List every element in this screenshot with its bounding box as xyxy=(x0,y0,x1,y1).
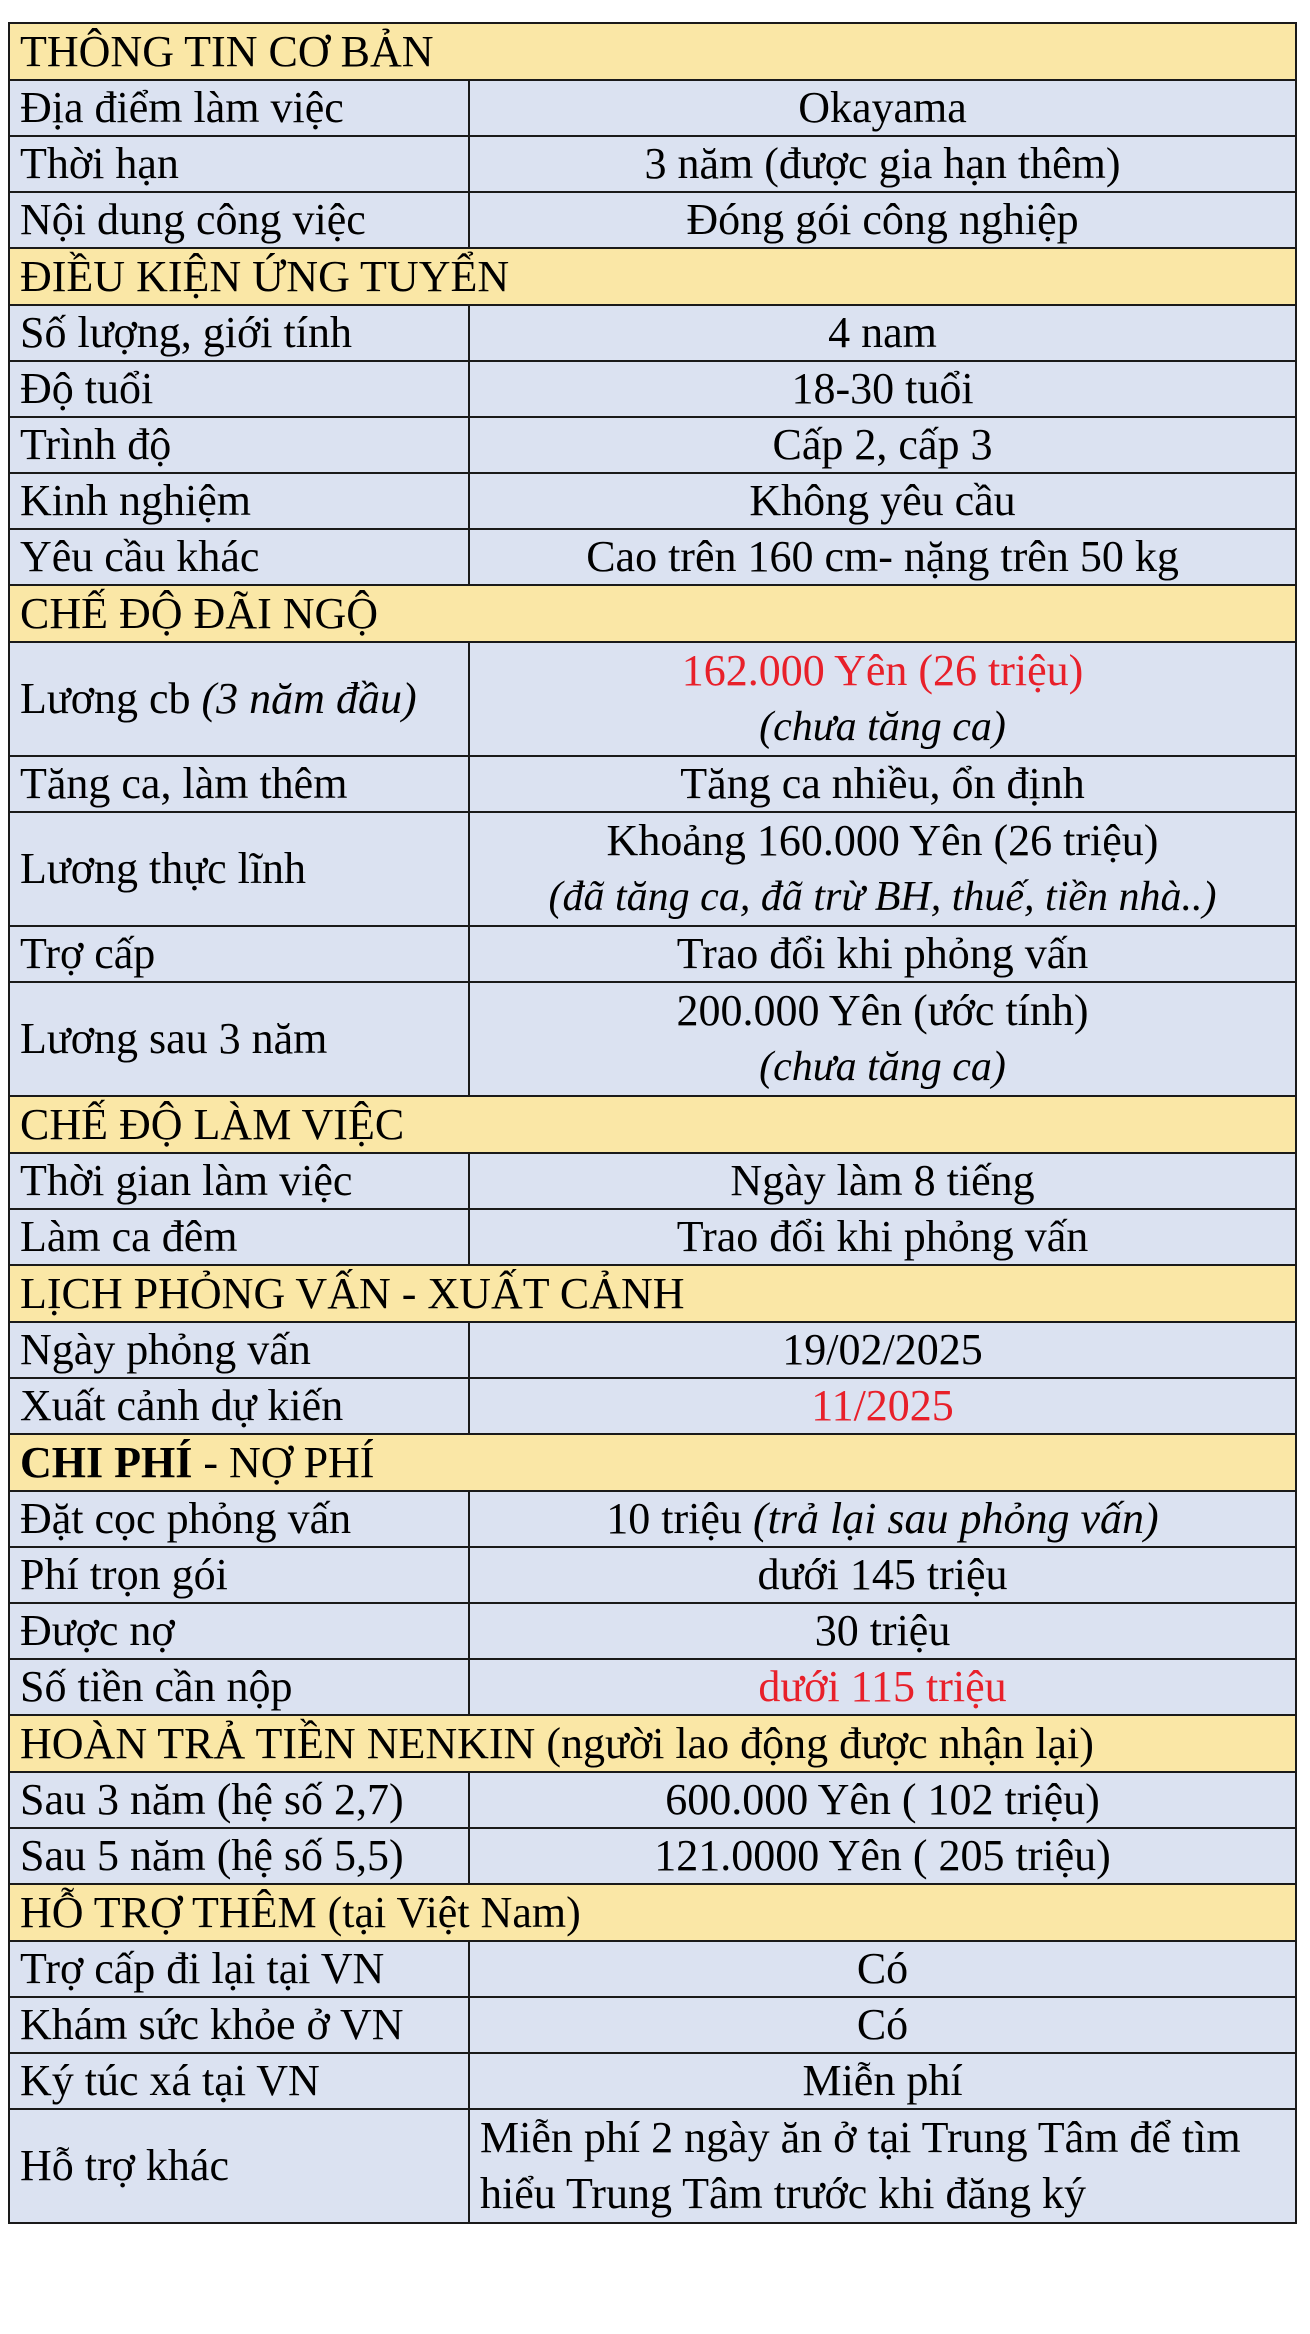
row-value: Cấp 2, cấp 3 xyxy=(469,417,1296,473)
section-basic-info xyxy=(9,23,1296,80)
row-value-note: (trả lại sau phỏng vấn) xyxy=(752,1494,1159,1543)
section-schedule xyxy=(9,1265,1296,1322)
row-value: 3 năm (được gia hạn thêm) xyxy=(469,136,1296,192)
row-label: Yêu cầu khác xyxy=(9,529,469,585)
row-label: Tăng ca, làm thêm xyxy=(9,756,469,812)
row-base-salary xyxy=(9,642,1296,756)
row-working-hours xyxy=(9,1153,1296,1209)
row-label: Phí trọn gói xyxy=(9,1547,469,1603)
base-salary-amount: 162.000 Yên (26 triệu) xyxy=(681,646,1084,695)
row-package-fee xyxy=(9,1547,1296,1603)
row-value: Okayama xyxy=(469,80,1296,136)
row-value: Miễn phí 2 ngày ăn ở tại Trung Tâm để tìm hiểu Trung Tâm trước khi đăng ký xyxy=(469,2109,1296,2223)
row-value-note: (đã tăng ca, đã trừ BH, thuế, tiền nhà..) xyxy=(548,874,1217,920)
row-label xyxy=(9,642,469,756)
row-label: Số lượng, giới tính xyxy=(9,305,469,361)
row-allowance xyxy=(9,926,1296,982)
row-label: Trình độ xyxy=(9,417,469,473)
row-label: Sau 5 năm (hệ số 5,5) xyxy=(9,1828,469,1884)
row-refund-3-years xyxy=(9,1772,1296,1828)
row-value: 121.0000 Yên ( 205 triệu) xyxy=(469,1828,1296,1884)
row-value: 19/02/2025 xyxy=(469,1322,1296,1378)
row-value: Trao đổi khi phỏng vấn xyxy=(469,1209,1296,1265)
row-label: Thời gian làm việc xyxy=(9,1153,469,1209)
section-working-conditions xyxy=(9,1096,1296,1153)
section-benefits xyxy=(9,585,1296,642)
section-title: HOÀN TRẢ TIỀN NENKIN (người lao động được nhận lại) xyxy=(9,1715,1296,1772)
row-value: dưới 145 triệu xyxy=(469,1547,1296,1603)
row-health-check xyxy=(9,1997,1296,2053)
row-value: Miễn phí xyxy=(469,2053,1296,2109)
row-label: Trợ cấp xyxy=(9,926,469,982)
row-value: dưới 115 triệu xyxy=(469,1659,1296,1715)
section-title: LỊCH PHỎNG VẤN - XUẤT CẢNH xyxy=(9,1265,1296,1322)
row-label: Độ tuổi xyxy=(9,361,469,417)
section-additional-support xyxy=(9,1884,1296,1941)
row-label: Số tiền cần nộp xyxy=(9,1659,469,1715)
row-value: 11/2025 xyxy=(469,1378,1296,1434)
section-title: CHẾ ĐỘ LÀM VIỆC xyxy=(9,1096,1296,1153)
row-label: Kinh nghiệm xyxy=(9,473,469,529)
row-value: 18-30 tuổi xyxy=(469,361,1296,417)
section-title: ĐIỀU KIỆN ỨNG TUYỂN xyxy=(9,248,1296,305)
section-title: HỖ TRỢ THÊM (tại Việt Nam) xyxy=(9,1884,1296,1941)
row-value: Trao đổi khi phỏng vấn xyxy=(469,926,1296,982)
row-label: Hỗ trợ khác xyxy=(9,2109,469,2223)
row-value: Không yêu cầu xyxy=(469,473,1296,529)
section-title-rest: - NỢ PHÍ xyxy=(192,1437,375,1487)
row-label: Lương sau 3 năm xyxy=(9,982,469,1096)
section-costs xyxy=(9,1434,1296,1491)
row-dormitory xyxy=(9,2053,1296,2109)
row-label: Khám sức khỏe ở VN xyxy=(9,1997,469,2053)
section-title xyxy=(9,1434,1296,1491)
row-value: Có xyxy=(469,1997,1296,2053)
row-label-note: (3 năm đầu) xyxy=(201,674,417,723)
row-departure xyxy=(9,1378,1296,1434)
net-salary-amount: Khoảng 160.000 Yên (26 triệu) xyxy=(606,816,1159,865)
row-debt-allowed xyxy=(9,1603,1296,1659)
row-value xyxy=(469,812,1296,926)
row-other-requirements xyxy=(9,529,1296,585)
row-value: 4 nam xyxy=(469,305,1296,361)
row-experience xyxy=(9,473,1296,529)
row-job-description xyxy=(9,192,1296,248)
row-label: Được nợ xyxy=(9,1603,469,1659)
row-duration xyxy=(9,136,1296,192)
row-label: Nội dung công việc xyxy=(9,192,469,248)
row-net-salary xyxy=(9,812,1296,926)
row-label: Xuất cảnh dự kiến xyxy=(9,1378,469,1434)
row-education xyxy=(9,417,1296,473)
section-title-bold: CHI PHÍ xyxy=(20,1437,193,1487)
row-other-support xyxy=(9,2109,1296,2223)
row-label: Ngày phỏng vấn xyxy=(9,1322,469,1378)
section-requirements xyxy=(9,248,1296,305)
row-refund-5-years xyxy=(9,1828,1296,1884)
row-value: Có xyxy=(469,1941,1296,1997)
row-label: Thời hạn xyxy=(9,136,469,192)
row-value: Đóng gói công nghiệp xyxy=(469,192,1296,248)
row-label: Lương thực lĩnh xyxy=(9,812,469,926)
section-title: THÔNG TIN CƠ BẢN xyxy=(9,23,1296,80)
row-label: Sau 3 năm (hệ số 2,7) xyxy=(9,1772,469,1828)
row-interview-date xyxy=(9,1322,1296,1378)
section-nenkin-refund xyxy=(9,1715,1296,1772)
row-overtime xyxy=(9,756,1296,812)
row-label: Làm ca đêm xyxy=(9,1209,469,1265)
job-info-table xyxy=(8,22,1297,2224)
row-value-note: (chưa tăng ca) xyxy=(759,1044,1006,1090)
row-interview-deposit xyxy=(9,1491,1296,1547)
row-age xyxy=(9,361,1296,417)
row-amount-payable xyxy=(9,1659,1296,1715)
section-title: CHẾ ĐỘ ĐÃI NGỘ xyxy=(9,585,1296,642)
row-value: 600.000 Yên ( 102 triệu) xyxy=(469,1772,1296,1828)
row-location xyxy=(9,80,1296,136)
row-value xyxy=(469,1491,1296,1547)
row-label: Ký túc xá tại VN xyxy=(9,2053,469,2109)
row-salary-after-3-years xyxy=(9,982,1296,1096)
row-value: Tăng ca nhiều, ổn định xyxy=(469,756,1296,812)
row-label: Đặt cọc phỏng vấn xyxy=(9,1491,469,1547)
deposit-amount: 10 triệu xyxy=(606,1494,753,1543)
row-value: 30 triệu xyxy=(469,1603,1296,1659)
row-value-note: (chưa tăng ca) xyxy=(759,704,1006,750)
row-label-text: Lương cb xyxy=(20,674,191,723)
row-value: Ngày làm 8 tiếng xyxy=(469,1153,1296,1209)
row-label: Địa điểm làm việc xyxy=(9,80,469,136)
row-value xyxy=(469,982,1296,1096)
row-value: Cao trên 160 cm- nặng trên 50 kg xyxy=(469,529,1296,585)
salary-after-amount: 200.000 Yên (ước tính) xyxy=(676,986,1089,1035)
row-label: Trợ cấp đi lại tại VN xyxy=(9,1941,469,1997)
row-night-shift xyxy=(9,1209,1296,1265)
row-travel-allowance xyxy=(9,1941,1296,1997)
row-value xyxy=(469,642,1296,756)
row-quantity-gender xyxy=(9,305,1296,361)
